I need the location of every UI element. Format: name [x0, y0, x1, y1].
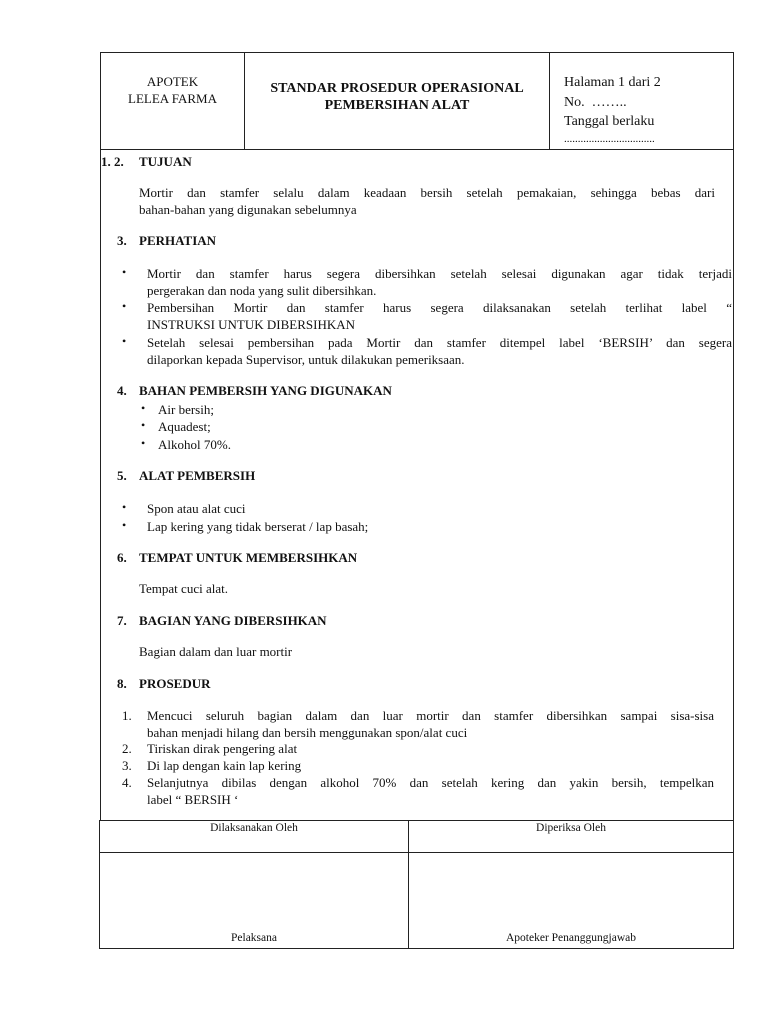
- company-line-2: LELEA FARMA: [128, 91, 217, 106]
- signature-header-divider: [99, 852, 734, 853]
- prosedur-step-3: Di lap dengan kain lap kering: [147, 758, 302, 773]
- section-alat-heading: ALAT PEMBERSIH: [139, 468, 256, 483]
- prosedur-step-number: 1.: [122, 708, 132, 723]
- page-info: Halaman 1 dari 2: [564, 75, 661, 90]
- prosedur-step-number: 4.: [122, 775, 132, 790]
- company-line-1: APOTEK: [146, 74, 199, 89]
- bullet-icon: •: [141, 401, 146, 415]
- section-tempat-number: 6.: [117, 550, 127, 565]
- title-line-1: STANDAR PROSEDUR OPERASIONAL: [270, 81, 524, 96]
- bullet-icon: •: [122, 518, 127, 532]
- bagian-text: Bagian dalam dan luar mortir: [139, 644, 293, 659]
- executor-name: Pelaksana: [231, 932, 277, 944]
- executed-by-label: Dilaksanakan Oleh: [210, 822, 298, 834]
- section-perhatian-number: 3.: [117, 233, 127, 248]
- section-bagian-number: 7.: [117, 613, 127, 628]
- section-prosedur-heading: PROSEDUR: [139, 676, 211, 691]
- perhatian-item-1: Mortir dan stamfer harus segera dibersihkan setelah selesai digunakan agar tidak terjadi pergerakan dan noda yang sulit dibersihkan.: [147, 266, 732, 298]
- alat-item-1: Spon atau alat cuci: [147, 501, 246, 516]
- prosedur-step-1: Mencuci seluruh bagian dalam dan luar mortir dan stamfer dibersihkan sampai sisa-sisa bahan menjadi hilang dan bersih menggunakan spon/alat cuci: [147, 708, 714, 740]
- document-title: [245, 80, 549, 114]
- doc-number-value: ……..: [591, 94, 627, 110]
- prosedur-step-4: Selanjutnya dibilas dengan alkohol 70% dan setelah kering dan yakin bersih, tempelkan label “ BERSIH ‘: [147, 775, 714, 807]
- checker-name: Apoteker Penanggungjawab: [506, 932, 636, 944]
- body-right-border: [733, 150, 734, 820]
- perhatian-item-2: Pembersihan Mortir dan stamfer harus segera dilaksanakan setelah terlihat label “ INSTRUKSI UNTUK DIBERSIHKAN: [147, 300, 732, 332]
- signature-table: [99, 820, 734, 949]
- bullet-icon: •: [122, 299, 127, 313]
- perhatian-item-3: Setelah selesai pembersihan pada Mortir dan stamfer ditempel label ‘BERSIH’ dan segera dilaporkan kepada Supervisor, untuk dilakukan pemeriksaan.: [147, 335, 732, 367]
- bullet-icon: •: [122, 500, 127, 514]
- section-alat-number: 5.: [117, 468, 127, 483]
- section-bagian-heading: BAGIAN YANG DIBERSIHKAN: [139, 613, 327, 628]
- header-divider-2: [549, 52, 550, 150]
- section-perhatian-heading: PERHATIAN: [139, 233, 217, 248]
- title-line-2: PEMBERSIHAN ALAT: [324, 98, 470, 113]
- bahan-item-3: Alkohol 70%.: [158, 437, 231, 452]
- bullet-icon: •: [122, 265, 127, 279]
- section-bahan-number: 4.: [117, 383, 127, 398]
- tujuan-text: Mortir dan stamfer selalu dalam keadaan bersih setelah pemakaian, sehingga bebas dari bahan-bahan yang digunakan sebelumnya: [139, 185, 715, 217]
- valid-date-label: Tanggal berlaku: [564, 114, 655, 129]
- doc-number: No. ……..: [564, 94, 627, 110]
- body-left-border: [100, 150, 101, 820]
- document-meta: [564, 73, 729, 146]
- section-tujuan-number: 1. 2.: [101, 154, 124, 169]
- company-name: [101, 73, 244, 107]
- bahan-item-2: Aquadest;: [158, 419, 211, 434]
- signature-column-divider: [408, 820, 409, 949]
- bahan-item-1: Air bersih;: [158, 402, 214, 417]
- section-prosedur-number: 8.: [117, 676, 127, 691]
- prosedur-step-number: 3.: [122, 758, 132, 773]
- section-tujuan-heading: TUJUAN: [139, 154, 192, 169]
- tempat-text: Tempat cuci alat.: [139, 581, 228, 596]
- bullet-icon: •: [122, 334, 127, 348]
- alat-item-2: Lap kering yang tidak berserat / lap basah;: [147, 519, 369, 534]
- section-tempat-heading: TEMPAT UNTUK MEMBERSIHKAN: [139, 550, 358, 565]
- section-bahan-heading: BAHAN PEMBERSIH YANG DIGUNAKAN: [139, 383, 392, 398]
- bullet-icon: •: [141, 418, 146, 432]
- checked-by-label: Diperiksa Oleh: [536, 822, 606, 834]
- prosedur-step-2: Tiriskan dirak pengering alat: [147, 741, 298, 756]
- prosedur-step-number: 2.: [122, 741, 132, 756]
- valid-date-value: .................................: [564, 132, 655, 145]
- bullet-icon: •: [141, 436, 146, 450]
